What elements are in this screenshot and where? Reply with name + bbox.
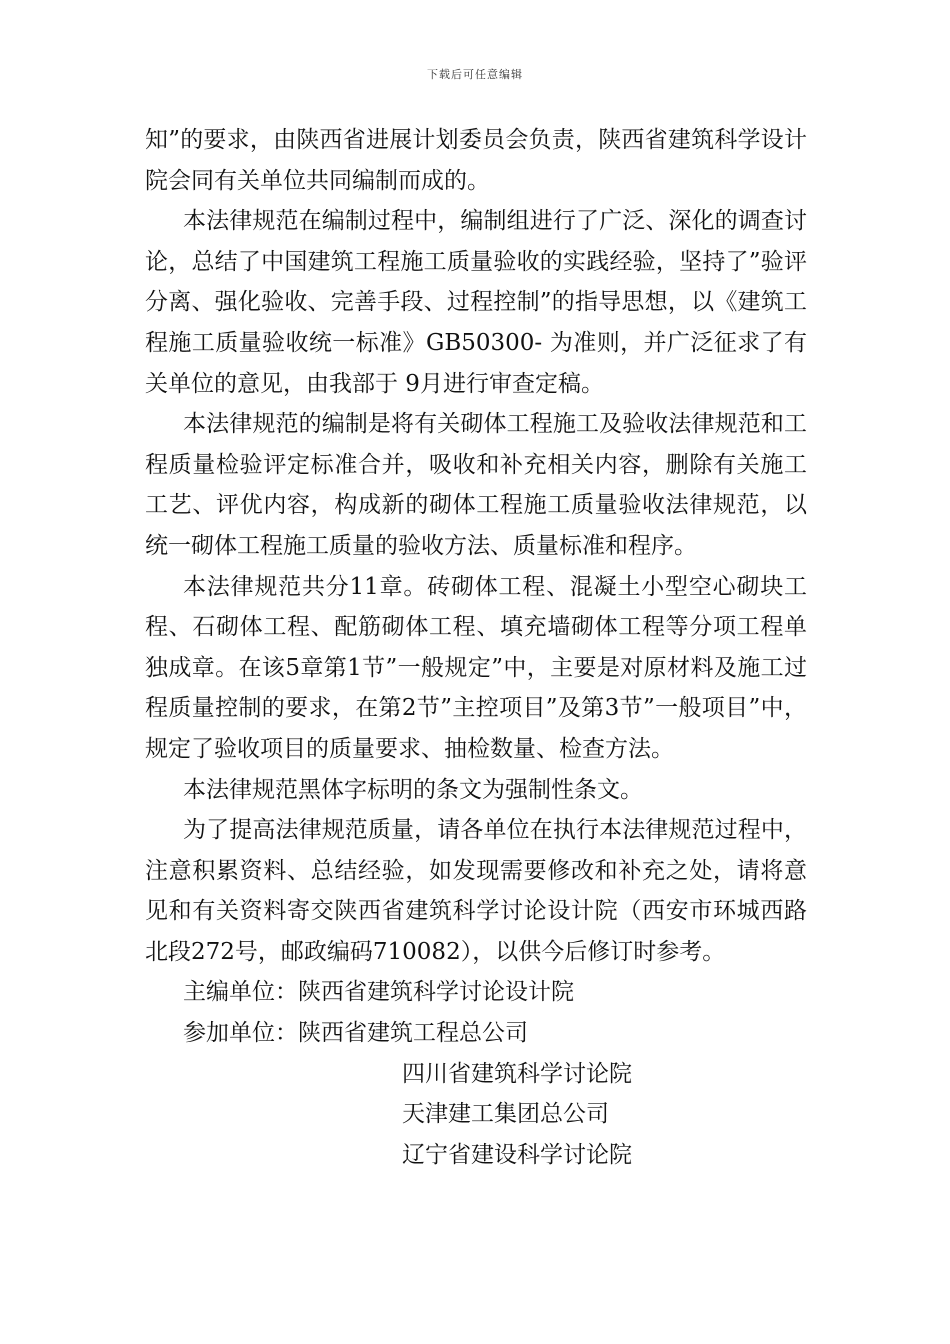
editor-unit-label: 主编单位： (183, 979, 298, 1006)
editor-unit-value: 陕西省建筑科学讨论设计院 (298, 979, 574, 1006)
paragraph-mandatory-clauses: 本法律规范黑体字标明的条文为强制性条文。 (183, 776, 643, 803)
paragraph-chapters: 本法律规范共分11章。砖砌体工程、混凝土小型空心砌块工程、石砌体工程、配筋砌体工程、填充墙砌体工程等分项工程单独成章。在该5章第1节”一般规定”中，主要是对原材料及施工过程质量控制的要求，在第2节”主控项目”及第3节”一般项目”中，规定了验收项目的质量要求、抽检数量、检查方法。 (145, 573, 807, 762)
document-body (145, 120, 807, 1175)
paragraph-compilation-scope: 本法律规范的编制是将有关砌体工程施工及验收法律规范和工程质量检验评定标准合并，吸收和补充相关内容，删除有关施工工艺、评优内容，构成新的砌体工程施工质量验收法律规范，以统一砌体工程施工质量的验收方法、质量标准和程序。 (145, 411, 807, 559)
participant-unit-item: 天津建工集团总公司 (402, 1101, 609, 1128)
paragraph-continuation: 知”的要求，由陕西省进展计划委员会负责，陕西省建筑科学设计院会同有关单位共同编制而成的。 (145, 127, 807, 194)
participant-unit-first: 陕西省建筑工程总公司 (298, 1020, 528, 1047)
editor-unit-line (145, 972, 807, 1013)
participant-unit-item: 辽宁省建设科学讨论院 (402, 1141, 632, 1168)
participant-unit-item: 四川省建筑科学讨论院 (402, 1060, 632, 1087)
participant-unit-label: 参加单位： (183, 1020, 298, 1047)
paragraph-compilation-process: 本法律规范在编制过程中，编制组进行了广泛、深化的调查讨论，总结了中国建筑工程施工质量验收的实践经验，坚持了”验评分离、强化验收、完善手段、过程控制”的指导思想，以《建筑工程施工质量验收统一标准》GB50300- 为准则，并广泛征求了有关单位的意见，由我部于 9月进行审查定稿。 (145, 208, 807, 397)
participant-unit-line (145, 1013, 807, 1054)
paragraph-feedback-request: 为了提高法律规范质量，请各单位在执行本法律规范过程中，注意积累资料、总结经验，如发现需要修改和补充之处，请将意见和有关资料寄交陕西省建筑科学讨论设计院（西安市环城西路北段272号，邮政编码710082），以供今后修订时参考。 (145, 817, 807, 965)
page-header: 下载后可任意编辑 (427, 68, 523, 81)
